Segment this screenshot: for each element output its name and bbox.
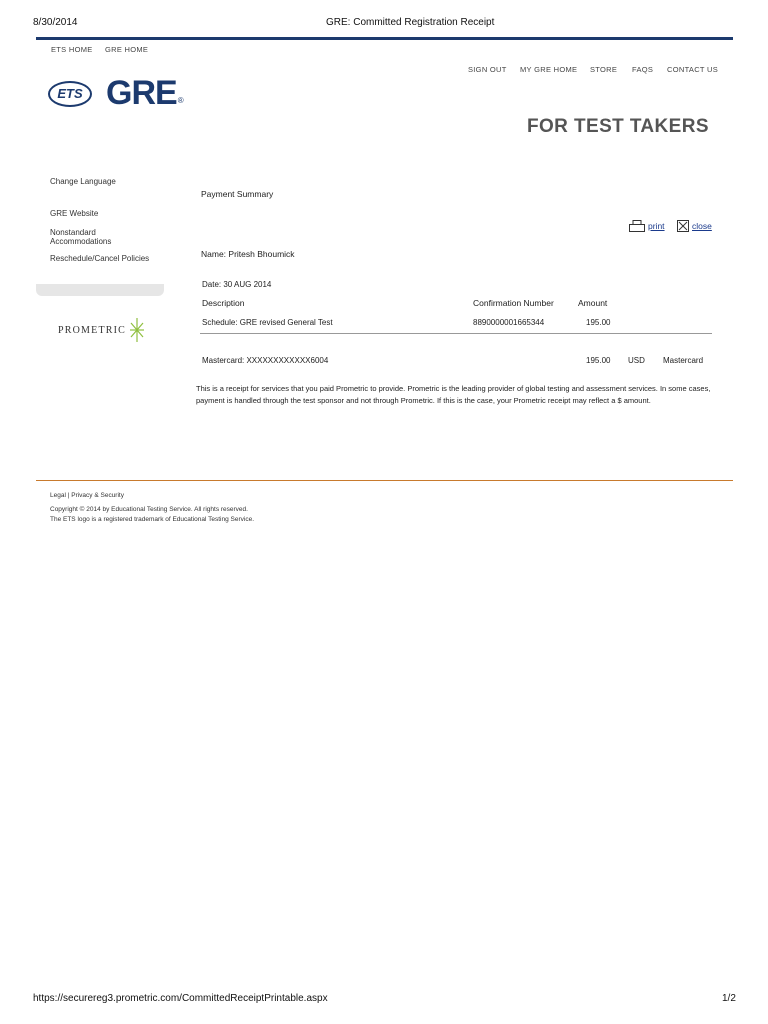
footer-separator: | <box>67 492 70 499</box>
print-page-number: 1/2 <box>722 993 736 1004</box>
printer-icon <box>629 220 645 232</box>
close-icon <box>677 220 689 232</box>
column-header-description: Description <box>202 298 245 308</box>
contact-us-link[interactable]: CONTACT US <box>667 65 719 74</box>
store-link[interactable]: STORE <box>590 65 618 74</box>
receipt-notice: This is a receipt for services that you paid Prometric to provide. Prometric is the leading provider of global testing and assessment services. In some cases, payment is handled through the test sponsor and not through Prometric. If this is the case, your Prometric receipt may reflect a $ amount. <box>196 384 711 405</box>
sidebar-divider <box>36 284 164 296</box>
privacy-security-link[interactable]: Privacy & Security <box>71 492 124 499</box>
receipt-date: Date: 30 AUG 2014 <box>202 280 272 289</box>
print-title: GRE: Committed Registration Receipt <box>326 17 495 28</box>
table-divider <box>200 333 712 334</box>
prometric-star-icon <box>128 316 146 344</box>
item-confirmation-number: 8890000001665344 <box>473 318 545 327</box>
footer-links <box>50 492 124 499</box>
payment-summary-heading: Payment Summary <box>201 189 274 199</box>
sign-out-link[interactable]: SIGN OUT <box>468 65 507 74</box>
ets-logo-icon: ETS <box>48 81 92 107</box>
faqs-link[interactable]: FAQS <box>632 65 654 74</box>
item-description: Schedule: GRE revised General Test <box>202 318 333 327</box>
top-brand-bar <box>36 37 733 40</box>
print-button[interactable]: print <box>629 220 665 232</box>
copyright-text: Copyright © 2014 by Educational Testing Service. All rights reserved. <box>50 506 248 513</box>
sidebar-item-nonstandard-accommodations[interactable]: Nonstandard Accommodations <box>50 228 112 246</box>
payment-currency: USD <box>628 356 645 365</box>
sidebar-item-gre-website[interactable]: GRE Website <box>50 209 99 218</box>
trademark-text: The ETS logo is a registered trademark of Educational Testing Service. <box>50 516 255 523</box>
payment-method: Mastercard <box>663 356 704 365</box>
gre-logo-text: GRE <box>106 74 177 112</box>
close-button[interactable]: close <box>677 220 712 232</box>
print-date: 8/30/2014 <box>33 17 78 28</box>
sidebar-item-reschedule-cancel[interactable]: Reschedule/Cancel Policies <box>50 254 150 263</box>
footer-rule <box>36 480 733 481</box>
item-amount: 195.00 <box>586 318 611 327</box>
payment-card: Mastercard: XXXXXXXXXXXX6004 <box>202 356 329 365</box>
gre-home-link[interactable]: GRE HOME <box>105 45 149 54</box>
customer-name: Name: Pritesh Bhoumick <box>201 249 295 259</box>
ets-gre-logo[interactable] <box>48 74 184 113</box>
registered-mark: ® <box>177 96 184 105</box>
print-url: https://securereg3.prometric.com/CommittedReceiptPrintable.aspx <box>33 993 328 1004</box>
sidebar-item-change-language[interactable]: Change Language <box>50 177 116 186</box>
column-header-confirmation: Confirmation Number <box>473 298 554 308</box>
my-gre-home-link[interactable]: MY GRE HOME <box>520 65 578 74</box>
payment-amount: 195.00 <box>586 356 611 365</box>
prometric-logo: PROMETRIC <box>58 316 146 344</box>
legal-link[interactable]: Legal <box>50 492 66 499</box>
ets-home-link[interactable]: ETS HOME <box>51 45 93 54</box>
column-header-amount: Amount <box>578 298 608 308</box>
section-title: FOR TEST TAKERS <box>527 116 709 137</box>
